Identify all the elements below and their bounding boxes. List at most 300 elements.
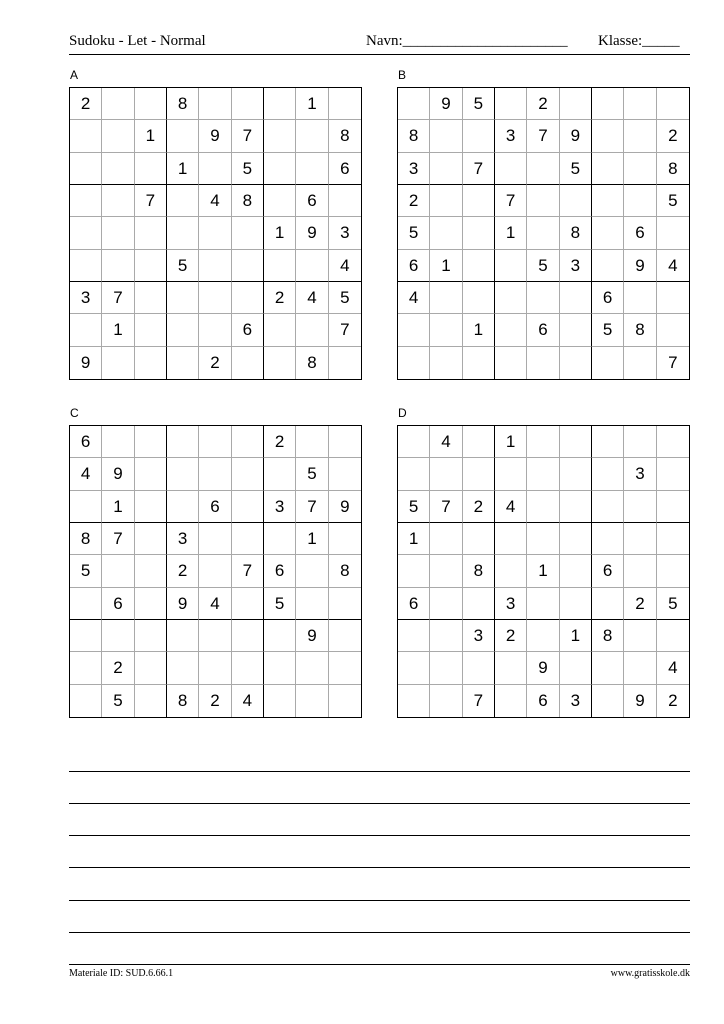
sudoku-cell: 7 (668, 353, 678, 373)
sudoku-cell (70, 314, 102, 346)
sudoku-cell: 1 (135, 120, 167, 152)
sudoku-cell (70, 588, 102, 620)
sudoku-cell: 8 (657, 153, 689, 185)
sudoku-cell (592, 250, 624, 282)
sudoku-cell (657, 217, 689, 249)
sudoku-cell (592, 685, 624, 717)
sudoku-cell: 8 (70, 523, 102, 555)
sudoku-cell (264, 250, 296, 282)
sudoku-cell (167, 185, 199, 217)
sudoku-cell (135, 620, 167, 652)
sudoku-cell: 3 (495, 588, 527, 620)
sudoku-cell (199, 153, 231, 185)
sudoku-cell (592, 426, 624, 458)
sudoku-cell (232, 620, 264, 652)
sudoku-cell (592, 458, 624, 490)
sudoku-cell: 9 (296, 217, 328, 249)
sudoku-cell (135, 88, 167, 120)
sudoku-cell (199, 620, 231, 652)
sudoku-cell (135, 685, 167, 717)
sudoku-cell (430, 523, 462, 555)
sudoku-cell (657, 491, 689, 523)
sudoku-cell (624, 282, 656, 314)
sudoku-cell (199, 282, 231, 314)
sudoku-cell (430, 185, 462, 217)
sudoku-cell: 1 (264, 217, 296, 249)
sudoku-cell (527, 282, 559, 314)
sudoku-cell: 4 (657, 250, 689, 282)
sudoku-cell (430, 347, 462, 379)
sudoku-cell (430, 620, 462, 652)
sudoku-cell (560, 523, 592, 555)
sudoku-cell: 1 (560, 620, 592, 652)
sudoku-cell (329, 185, 361, 217)
sudoku-cell: 3 (329, 217, 361, 249)
puzzle-c-label: C (70, 406, 79, 420)
sudoku-cell (264, 458, 296, 490)
sudoku-cell: 2 (264, 426, 296, 458)
sudoku-cell (495, 652, 527, 684)
sudoku-cell (624, 88, 656, 120)
sudoku-cell: 9 (199, 120, 231, 152)
sudoku-cell (199, 523, 231, 555)
sudoku-grid-b (397, 87, 690, 380)
sudoku-cell (102, 88, 134, 120)
sudoku-cell (560, 347, 592, 379)
sudoku-cell (430, 555, 462, 587)
sudoku-cell (296, 685, 328, 717)
sudoku-cell (398, 620, 430, 652)
sudoku-cell (329, 347, 361, 379)
sudoku-cell: 7 (527, 120, 559, 152)
sudoku-cell: 6 (199, 491, 231, 523)
sudoku-cell (135, 250, 167, 282)
sudoku-cell (463, 250, 495, 282)
sudoku-cell (70, 620, 102, 652)
sudoku-cell (264, 153, 296, 185)
sudoku-cell (167, 347, 199, 379)
material-id: Materiale ID: SUD.6.66.1 (69, 968, 174, 979)
sudoku-cell (264, 347, 296, 379)
sudoku-cell (463, 217, 495, 249)
sudoku-cell (560, 588, 592, 620)
sudoku-cell (657, 88, 689, 120)
sudoku-cell: 8 (232, 185, 264, 217)
sudoku-cell: 2 (495, 620, 527, 652)
sudoku-cell (167, 120, 199, 152)
sudoku-cell: 5 (398, 217, 430, 249)
sudoku-cell: 5 (232, 153, 264, 185)
sudoku-cell: 8 (329, 120, 361, 152)
writing-line (69, 932, 690, 933)
sudoku-cell (329, 458, 361, 490)
sudoku-cell (102, 185, 134, 217)
sudoku-cell (560, 314, 592, 346)
sudoku-cell (624, 652, 656, 684)
sudoku-cell: 1 (167, 153, 199, 185)
sudoku-cell (463, 282, 495, 314)
sudoku-cell (463, 652, 495, 684)
sudoku-cell (70, 120, 102, 152)
sudoku-cell (167, 282, 199, 314)
sudoku-cell (463, 426, 495, 458)
sudoku-cell (329, 88, 361, 120)
sudoku-cell (167, 620, 199, 652)
sudoku-cell (463, 588, 495, 620)
sudoku-cell: 4 (70, 458, 102, 490)
sudoku-cell (232, 88, 264, 120)
sudoku-cell (495, 523, 527, 555)
sudoku-cell (657, 555, 689, 587)
website: www.gratisskole.dk (610, 968, 690, 979)
sudoku-cell (527, 153, 559, 185)
sudoku-cell: 1 (398, 523, 430, 555)
sudoku-cell: 9 (624, 685, 656, 717)
sudoku-cell: 4 (296, 282, 328, 314)
sudoku-cell: 7 (463, 685, 495, 717)
sudoku-cell: 2 (102, 652, 134, 684)
sudoku-cell: 5 (657, 185, 689, 217)
writing-line (69, 835, 690, 836)
sudoku-cell (264, 185, 296, 217)
sudoku-cell (232, 347, 264, 379)
sudoku-cell: 1 (495, 217, 527, 249)
sudoku-cell: 5 (296, 458, 328, 490)
sudoku-cell (592, 491, 624, 523)
sudoku-cell: 2 (70, 88, 102, 120)
sudoku-cell (199, 555, 231, 587)
sudoku-cell: 1 (102, 314, 134, 346)
sudoku-cell: 2 (657, 120, 689, 152)
sudoku-cell (102, 620, 134, 652)
sudoku-cell (102, 426, 134, 458)
sudoku-cell (624, 120, 656, 152)
header-rule (69, 54, 690, 55)
sudoku-cell: 5 (592, 314, 624, 346)
puzzle-d-label: D (398, 406, 407, 420)
sudoku-cell (657, 458, 689, 490)
sudoku-cell (527, 588, 559, 620)
sudoku-cell: 5 (70, 555, 102, 587)
sudoku-cell (102, 120, 134, 152)
sudoku-cell: 5 (329, 282, 361, 314)
sudoku-cell: 2 (527, 88, 559, 120)
sudoku-cell: 7 (102, 523, 134, 555)
sudoku-grid-a (69, 87, 362, 380)
sudoku-cell (463, 523, 495, 555)
sudoku-cell (199, 314, 231, 346)
sudoku-grid-d (397, 425, 690, 718)
sudoku-cell: 4 (199, 588, 231, 620)
sudoku-cell (463, 120, 495, 152)
sudoku-cell: 3 (560, 685, 592, 717)
sudoku-cell (102, 217, 134, 249)
sudoku-cell (495, 153, 527, 185)
sudoku-cell: 1 (463, 314, 495, 346)
sudoku-cell: 8 (167, 685, 199, 717)
sudoku-cell (264, 314, 296, 346)
sudoku-cell (329, 523, 361, 555)
sudoku-cell (329, 652, 361, 684)
sudoku-cell (592, 88, 624, 120)
sudoku-cell: 8 (329, 555, 361, 587)
sudoku-cell: 5 (560, 153, 592, 185)
sudoku-cell: 9 (527, 652, 559, 684)
sudoku-cell (102, 153, 134, 185)
sudoku-cell (495, 88, 527, 120)
sudoku-cell: 9 (102, 458, 134, 490)
sudoku-cell: 5 (102, 685, 134, 717)
sudoku-cell (560, 185, 592, 217)
sudoku-cell: 9 (624, 250, 656, 282)
sudoku-cell: 8 (167, 88, 199, 120)
sudoku-cell: 4 (430, 426, 462, 458)
sudoku-cell (560, 555, 592, 587)
sudoku-cell: 7 (463, 153, 495, 185)
sudoku-cell (199, 88, 231, 120)
sudoku-cell (430, 588, 462, 620)
sudoku-cell: 6 (398, 250, 430, 282)
sudoku-cell (232, 588, 264, 620)
sudoku-cell (329, 588, 361, 620)
sudoku-cell (135, 314, 167, 346)
sudoku-cell: 9 (296, 620, 328, 652)
sudoku-cell: 7 (102, 282, 134, 314)
sudoku-cell (527, 458, 559, 490)
sudoku-cell: 4 (232, 685, 264, 717)
writing-line (69, 867, 690, 868)
sudoku-cell (232, 217, 264, 249)
sudoku-cell: 6 (296, 185, 328, 217)
sudoku-cell (560, 88, 592, 120)
sudoku-cell (135, 282, 167, 314)
page-header (69, 33, 690, 51)
sudoku-cell (430, 120, 462, 152)
sudoku-cell (102, 250, 134, 282)
sudoku-cell (495, 555, 527, 587)
sudoku-cell (70, 153, 102, 185)
sudoku-cell (264, 523, 296, 555)
sudoku-cell: 3 (624, 458, 656, 490)
sudoku-cell (70, 250, 102, 282)
writing-line (69, 900, 690, 901)
sudoku-cell: 2 (463, 491, 495, 523)
sudoku-cell: 2 (167, 555, 199, 587)
sudoku-cell (624, 426, 656, 458)
sudoku-cell (135, 347, 167, 379)
sudoku-cell (232, 426, 264, 458)
sudoku-cell (199, 458, 231, 490)
sudoku-cell: 2 (199, 347, 231, 379)
sudoku-cell (495, 685, 527, 717)
sudoku-cell (296, 652, 328, 684)
sudoku-cell (592, 652, 624, 684)
sudoku-cell: 6 (70, 426, 102, 458)
sudoku-cell (463, 347, 495, 379)
sudoku-cell: 4 (329, 250, 361, 282)
sudoku-cell (296, 588, 328, 620)
sudoku-cell: 8 (592, 620, 624, 652)
sudoku-cell (135, 426, 167, 458)
sudoku-cell: 3 (398, 153, 430, 185)
sudoku-cell (398, 458, 430, 490)
sudoku-cell (70, 217, 102, 249)
sudoku-cell (560, 458, 592, 490)
sudoku-cell: 7 (495, 185, 527, 217)
sudoku-cell (560, 652, 592, 684)
sudoku-cell: 8 (560, 217, 592, 249)
sudoku-cell: 6 (329, 153, 361, 185)
sudoku-cell: 6 (264, 555, 296, 587)
sudoku-cell: 2 (398, 185, 430, 217)
sudoku-cell (135, 652, 167, 684)
sudoku-cell (398, 314, 430, 346)
sudoku-cell (495, 314, 527, 346)
sudoku-cell (199, 250, 231, 282)
sudoku-cell: 2 (199, 685, 231, 717)
puzzle-b-label: B (398, 68, 407, 82)
sudoku-cell (527, 523, 559, 555)
sudoku-cell: 6 (398, 588, 430, 620)
sudoku-cell (135, 523, 167, 555)
sudoku-cell (232, 282, 264, 314)
sudoku-cell: 3 (70, 282, 102, 314)
sudoku-cell (527, 426, 559, 458)
sudoku-cell (430, 652, 462, 684)
sudoku-cell: 7 (296, 491, 328, 523)
sudoku-cell (624, 185, 656, 217)
sudoku-cell (167, 426, 199, 458)
sudoku-cell (232, 652, 264, 684)
sudoku-cell (135, 153, 167, 185)
sudoku-cell: 5 (463, 88, 495, 120)
sudoku-cell (398, 555, 430, 587)
sudoku-cell (70, 652, 102, 684)
sudoku-cell: 5 (264, 588, 296, 620)
sudoku-cell: 5 (398, 491, 430, 523)
sudoku-cell (624, 523, 656, 555)
sudoku-cell (232, 250, 264, 282)
sudoku-cell: 6 (102, 588, 134, 620)
sudoku-cell: 8 (463, 555, 495, 587)
sudoku-cell (398, 347, 430, 379)
sudoku-cell (495, 282, 527, 314)
sudoku-cell (102, 555, 134, 587)
sudoku-cell: 1 (102, 491, 134, 523)
sudoku-cell: 7 (430, 491, 462, 523)
sudoku-cell (70, 185, 102, 217)
writing-line (69, 803, 690, 804)
sudoku-cell: 3 (463, 620, 495, 652)
sudoku-cell: 6 (527, 314, 559, 346)
sudoku-cell (70, 685, 102, 717)
sudoku-cell (624, 555, 656, 587)
sudoku-cell (102, 347, 134, 379)
sudoku-cell: 7 (232, 120, 264, 152)
sudoku-cell: 1 (296, 88, 328, 120)
sudoku-cell: 9 (70, 347, 102, 379)
sudoku-cell: 8 (296, 347, 328, 379)
sudoku-cell (624, 347, 656, 379)
sudoku-cell: 3 (264, 491, 296, 523)
sudoku-cell: 6 (624, 217, 656, 249)
puzzle-a-label: A (70, 68, 79, 82)
sudoku-cell (398, 652, 430, 684)
sudoku-cell: 4 (398, 282, 430, 314)
sudoku-cell (264, 685, 296, 717)
sudoku-cell (430, 314, 462, 346)
sudoku-cell (463, 185, 495, 217)
sudoku-cell (495, 347, 527, 379)
sudoku-cell (329, 426, 361, 458)
sudoku-cell (167, 652, 199, 684)
sudoku-cell (560, 282, 592, 314)
sudoku-cell (135, 588, 167, 620)
sudoku-cell (167, 458, 199, 490)
sudoku-cell (592, 120, 624, 152)
sudoku-cell (560, 426, 592, 458)
sudoku-cell (167, 217, 199, 249)
sudoku-cell: 8 (398, 120, 430, 152)
sudoku-cell (296, 426, 328, 458)
sudoku-cell: 5 (527, 250, 559, 282)
sudoku-cell (592, 153, 624, 185)
sudoku-cell (657, 620, 689, 652)
sudoku-cell (527, 185, 559, 217)
sudoku-cell (624, 491, 656, 523)
sudoku-cell: 5 (167, 250, 199, 282)
sudoku-cell (398, 88, 430, 120)
sudoku-cell (232, 458, 264, 490)
sudoku-cell: 7 (329, 314, 361, 346)
sudoku-cell (264, 120, 296, 152)
sudoku-cell (592, 588, 624, 620)
footer-rule (69, 964, 690, 965)
sudoku-cell (135, 555, 167, 587)
sudoku-cell (70, 491, 102, 523)
class-field: Klasse:_____ (598, 33, 680, 49)
sudoku-cell (430, 217, 462, 249)
sudoku-cell: 1 (495, 426, 527, 458)
sudoku-cell (463, 458, 495, 490)
sudoku-cell (657, 426, 689, 458)
sudoku-cell (199, 426, 231, 458)
sudoku-cell (329, 620, 361, 652)
sudoku-cell: 4 (495, 491, 527, 523)
sudoku-cell (592, 523, 624, 555)
sudoku-cell (264, 652, 296, 684)
sudoku-cell (430, 282, 462, 314)
sudoku-cell: 7 (135, 185, 167, 217)
sudoku-cell (657, 523, 689, 555)
sudoku-cell: 2 (668, 691, 678, 711)
sudoku-cell: 8 (624, 314, 656, 346)
sudoku-cell: 3 (560, 250, 592, 282)
sudoku-cell (592, 185, 624, 217)
sudoku-cell (430, 458, 462, 490)
sudoku-cell: 6 (232, 314, 264, 346)
sudoku-cell (527, 217, 559, 249)
sudoku-cell (495, 250, 527, 282)
sudoku-cell: 5 (657, 588, 689, 620)
sudoku-cell: 6 (527, 685, 559, 717)
sudoku-cell (560, 491, 592, 523)
sudoku-cell: 2 (624, 588, 656, 620)
sudoku-cell (527, 491, 559, 523)
sudoku-cell: 4 (657, 652, 689, 684)
sudoku-cell: 4 (199, 185, 231, 217)
sudoku-cell (135, 217, 167, 249)
